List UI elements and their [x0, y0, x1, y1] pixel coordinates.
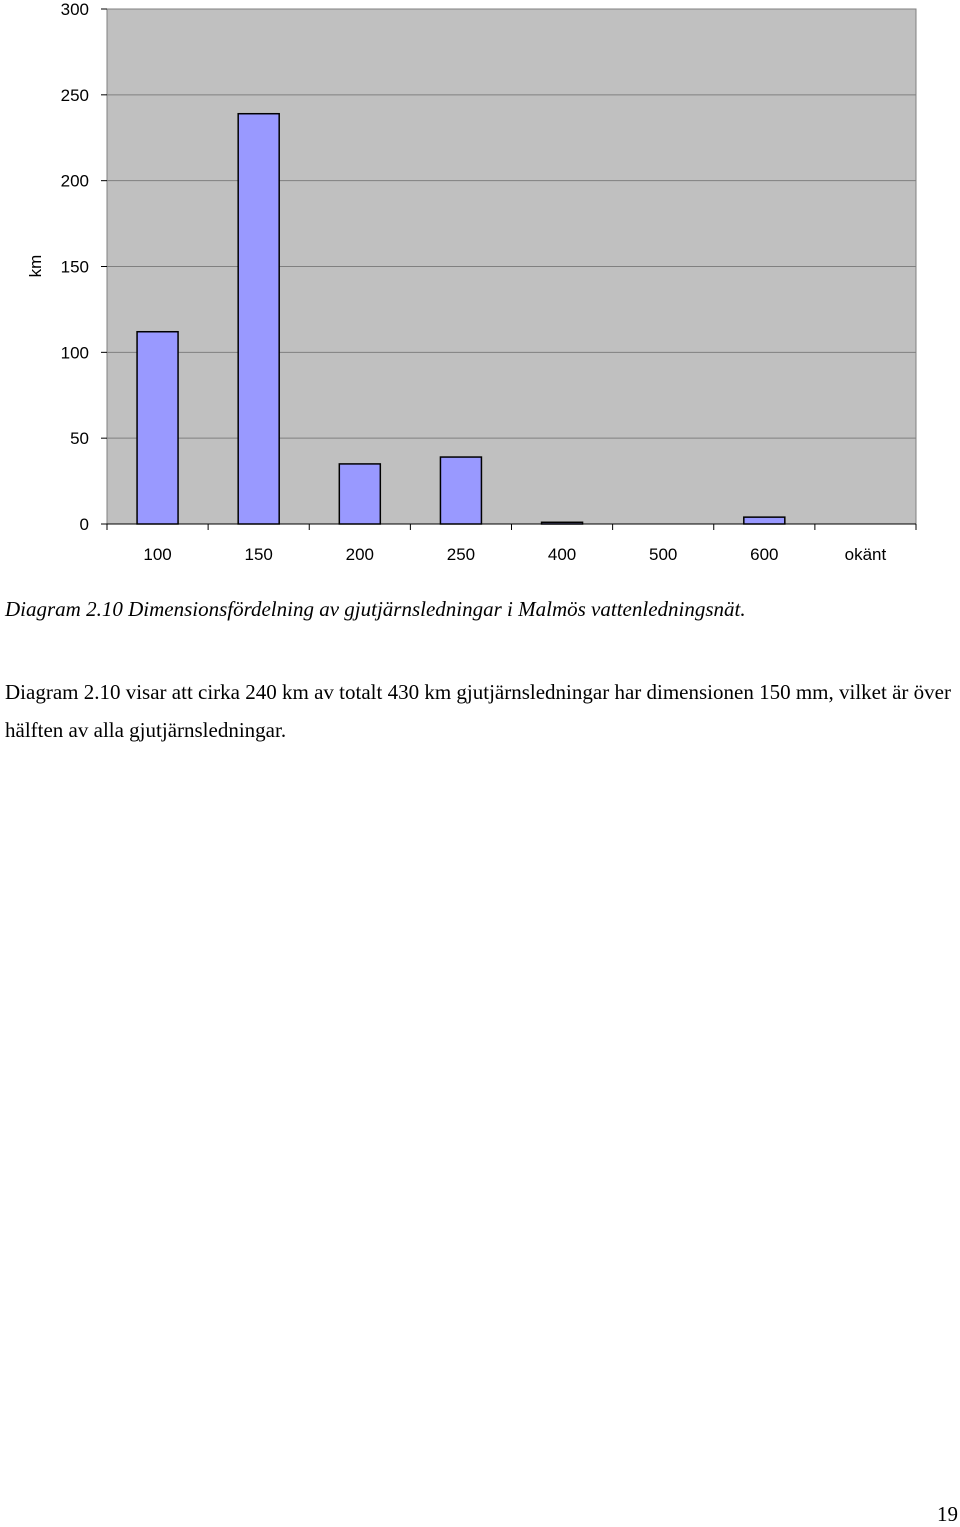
body-paragraph: Diagram 2.10 visar att cirka 240 km av totalt 430 km gjutjärnsledningar har dimensionen 150 mm, vilket är över hälften av alla gjutjärnsledningar. — [5, 680, 951, 742]
bar-200 — [339, 464, 380, 524]
page-number: 19 — [937, 1502, 958, 1526]
bar-100 — [137, 332, 178, 524]
bar-600 — [744, 517, 785, 524]
y-tick-label: 100 — [60, 343, 89, 363]
y-tick-label: 50 — [70, 429, 89, 449]
x-axis-ticks — [107, 524, 916, 564]
bar-chart — [0, 0, 960, 580]
y-tick-label: 250 — [60, 85, 89, 105]
bar-250 — [440, 457, 481, 524]
x-tick-label: 150 — [244, 545, 273, 564]
bar-150 — [238, 114, 279, 524]
y-tick-label: 300 — [60, 0, 89, 19]
y-tick-label: 0 — [79, 515, 89, 534]
x-tick-label: 500 — [649, 545, 678, 564]
y-axis-label: km — [26, 254, 45, 278]
x-tick-label: okänt — [844, 545, 887, 564]
x-tick-label: 600 — [750, 545, 779, 564]
y-tick-label: 200 — [60, 171, 89, 191]
y-axis-ticks — [61, 0, 107, 534]
figure-caption: Diagram 2.10 Dimensionsfördelning av gjutjärnsledningar i Malmös vattenledningsnät. — [5, 597, 746, 621]
x-tick-label: 400 — [547, 545, 577, 564]
x-tick-label: 100 — [143, 545, 172, 564]
y-tick-label: 150 — [60, 257, 89, 277]
x-tick-label: 250 — [446, 545, 476, 564]
x-tick-label: 200 — [345, 545, 374, 564]
